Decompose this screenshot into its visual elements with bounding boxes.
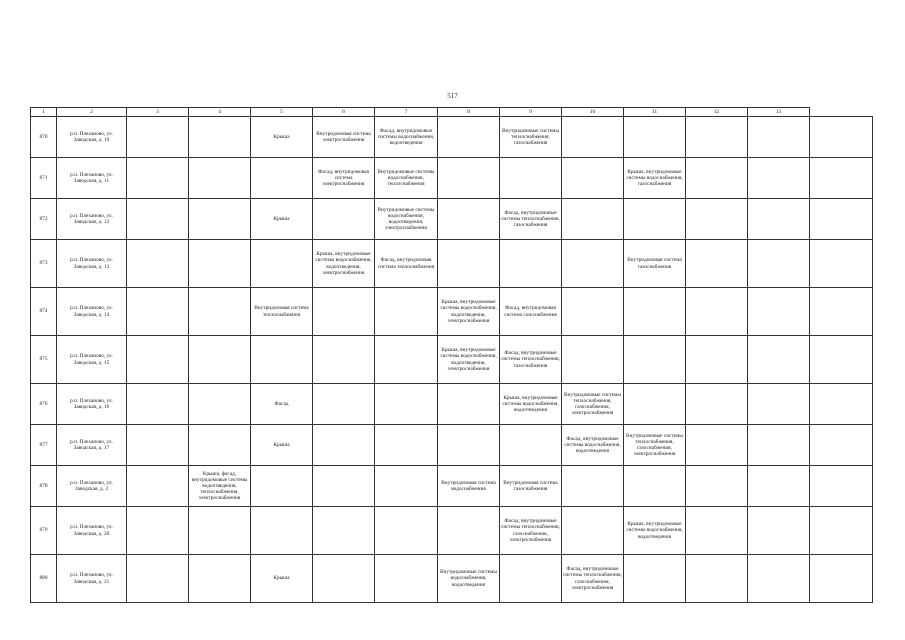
work-cell bbox=[500, 240, 562, 288]
work-cell bbox=[748, 240, 810, 288]
table-row bbox=[31, 117, 873, 158]
work-cell bbox=[375, 336, 438, 384]
work-cell bbox=[189, 288, 251, 336]
work-cell: Крыша, внутридомовые системы водоснабжения, водоотведения, электроснабжения bbox=[438, 336, 500, 384]
work-cell bbox=[686, 240, 748, 288]
work-cell bbox=[251, 466, 313, 507]
work-cell: Фасад, внутридомовая система электроснабжения bbox=[313, 158, 375, 199]
work-cell bbox=[686, 288, 748, 336]
column-header: 12 bbox=[686, 108, 748, 117]
work-cell bbox=[375, 425, 438, 466]
work-cell: Фасад, внутридомовые системы водоснабжения, водоотведения bbox=[562, 425, 624, 466]
work-cell bbox=[810, 117, 873, 158]
row-number: 878 bbox=[31, 466, 57, 507]
work-cell bbox=[810, 466, 873, 507]
work-cell bbox=[375, 555, 438, 603]
work-cell bbox=[127, 425, 189, 466]
work-cell: Внутридомовые системы теплоснабжения, газоснабжения, электроснабжения bbox=[562, 384, 624, 425]
work-cell bbox=[624, 288, 686, 336]
work-cell bbox=[438, 158, 500, 199]
column-header: 4 bbox=[189, 108, 251, 117]
row-number: 877 bbox=[31, 425, 57, 466]
work-cell: Крыша bbox=[251, 555, 313, 603]
work-cell bbox=[562, 466, 624, 507]
page-number: 517 bbox=[447, 92, 458, 100]
work-cell bbox=[748, 425, 810, 466]
table-row bbox=[31, 507, 873, 555]
address-cell: р.п. Плеханово, ул. Заводская, д. 13 bbox=[57, 240, 127, 288]
work-cell: Фасад, внутридомовая система газоснабжения bbox=[500, 288, 562, 336]
work-cell: Внутридомовая система водоснабжения bbox=[438, 466, 500, 507]
work-cell bbox=[189, 384, 251, 425]
table-row bbox=[31, 288, 873, 336]
work-cell bbox=[748, 288, 810, 336]
work-cell bbox=[686, 384, 748, 425]
work-cell: Фасад bbox=[251, 384, 313, 425]
work-cell bbox=[686, 199, 748, 240]
column-header-row bbox=[31, 108, 873, 117]
table-row bbox=[31, 158, 873, 199]
work-cell bbox=[562, 158, 624, 199]
work-cell bbox=[810, 507, 873, 555]
work-cell bbox=[624, 555, 686, 603]
work-cell bbox=[562, 288, 624, 336]
work-cell: Внутридомовая система теплоснабжения bbox=[251, 288, 313, 336]
work-cell bbox=[313, 288, 375, 336]
work-cell bbox=[562, 199, 624, 240]
table-row bbox=[31, 425, 873, 466]
row-number: 873 bbox=[31, 240, 57, 288]
work-cell bbox=[313, 507, 375, 555]
work-cell bbox=[189, 555, 251, 603]
table-row bbox=[31, 466, 873, 507]
column-header: 6 bbox=[313, 108, 375, 117]
row-number: 871 bbox=[31, 158, 57, 199]
column-header: 13 bbox=[748, 108, 810, 117]
work-cell: Крыша, фасад, внутридомовые системы водоотведения, теплоснабжения, электроснабжения bbox=[189, 466, 251, 507]
work-cell bbox=[313, 555, 375, 603]
work-cell: Крыша, внутридомовые системы водоснабжения, водоотведения, электроснабжения bbox=[313, 240, 375, 288]
row-number: 879 bbox=[31, 507, 57, 555]
work-cell bbox=[748, 555, 810, 603]
work-cell bbox=[810, 240, 873, 288]
address-cell: р.п. Плеханово, ул. Заводская, д. 20 bbox=[57, 507, 127, 555]
work-cell bbox=[438, 240, 500, 288]
work-cell bbox=[686, 507, 748, 555]
work-cell: Фасад, внутридомовые системы теплоснабжения, газоснабжения bbox=[500, 199, 562, 240]
column-header: 3 bbox=[127, 108, 189, 117]
work-cell bbox=[251, 507, 313, 555]
work-cell bbox=[748, 117, 810, 158]
row-number: 870 bbox=[31, 117, 57, 158]
work-cell: Крыша bbox=[251, 117, 313, 158]
work-cell bbox=[313, 425, 375, 466]
work-cell: Внутридомовые системы теплоснабжения, газоснабжения, электроснабжения bbox=[624, 425, 686, 466]
work-cell bbox=[748, 507, 810, 555]
address-cell: р.п. Плеханово, ул. Заводская, д. 21 bbox=[57, 555, 127, 603]
work-cell: Крыша bbox=[251, 425, 313, 466]
work-cell: Крыша, внутридомовые системы водоснабжения, водоотведения, электроснабжения bbox=[438, 288, 500, 336]
work-cell bbox=[189, 425, 251, 466]
table-row bbox=[31, 199, 873, 240]
work-cell bbox=[686, 336, 748, 384]
work-cell bbox=[810, 199, 873, 240]
address-cell: р.п. Плеханово, ул. Заводская, д. 17 bbox=[57, 425, 127, 466]
work-cell bbox=[127, 336, 189, 384]
work-cell: Крыша bbox=[251, 199, 313, 240]
work-cell bbox=[748, 384, 810, 425]
column-header: 8 bbox=[438, 108, 500, 117]
work-cell bbox=[748, 158, 810, 199]
work-cell bbox=[810, 336, 873, 384]
work-cell bbox=[375, 466, 438, 507]
table-body bbox=[31, 108, 873, 603]
work-cell: Фасад, внутридомовые системы теплоснабжения, газоснабжения, электроснабжения bbox=[562, 555, 624, 603]
work-cell: Крыша, внутридомовые системы водоснабжения, водоотведения bbox=[624, 507, 686, 555]
work-cell bbox=[810, 425, 873, 466]
work-cell bbox=[313, 199, 375, 240]
work-cell bbox=[189, 507, 251, 555]
address-cell: р.п. Плеханово, ул. Заводская, д. 2 bbox=[57, 466, 127, 507]
work-cell bbox=[500, 158, 562, 199]
work-cell bbox=[810, 384, 873, 425]
work-cell bbox=[624, 336, 686, 384]
work-cell bbox=[686, 158, 748, 199]
work-cell bbox=[127, 507, 189, 555]
column-header: 5 bbox=[251, 108, 313, 117]
table-row bbox=[31, 555, 873, 603]
row-number: 880 bbox=[31, 555, 57, 603]
work-cell: Фасад, внутридомовые системы водоснабжения, водоотведения bbox=[375, 117, 438, 158]
work-cell bbox=[251, 336, 313, 384]
work-cell bbox=[127, 555, 189, 603]
table-row bbox=[31, 336, 873, 384]
work-cell bbox=[189, 240, 251, 288]
work-cell bbox=[313, 384, 375, 425]
work-cell bbox=[313, 466, 375, 507]
work-cell bbox=[810, 158, 873, 199]
row-number: 875 bbox=[31, 336, 57, 384]
work-cell bbox=[438, 425, 500, 466]
work-cell bbox=[562, 336, 624, 384]
work-cell bbox=[810, 288, 873, 336]
work-cell bbox=[748, 336, 810, 384]
work-cell bbox=[810, 555, 873, 603]
row-number: 874 bbox=[31, 288, 57, 336]
repair-schedule-table bbox=[30, 107, 873, 603]
work-cell bbox=[189, 117, 251, 158]
column-header: 10 bbox=[562, 108, 624, 117]
work-cell bbox=[438, 117, 500, 158]
work-cell bbox=[500, 425, 562, 466]
work-cell bbox=[127, 117, 189, 158]
work-cell bbox=[375, 384, 438, 425]
work-cell bbox=[127, 158, 189, 199]
column-header: 1 bbox=[31, 108, 57, 117]
work-cell bbox=[624, 384, 686, 425]
work-cell: Внутридомовые системы водоснабжения, теплоснабжения bbox=[375, 158, 438, 199]
address-cell: р.п. Плеханово, ул. Заводская, д. 10 bbox=[57, 117, 127, 158]
table-row bbox=[31, 384, 873, 425]
work-cell bbox=[686, 117, 748, 158]
address-cell: р.п. Плеханово, ул. Заводская, д. 15 bbox=[57, 336, 127, 384]
column-header: 11 bbox=[624, 108, 686, 117]
column-header: 9 bbox=[500, 108, 562, 117]
column-header: 7 bbox=[375, 108, 438, 117]
address-cell: р.п. Плеханово, ул. Заводская, д. 12 bbox=[57, 199, 127, 240]
work-cell: Внутридомовая система газоснабжения bbox=[500, 466, 562, 507]
work-cell bbox=[624, 117, 686, 158]
address-cell: р.п. Плеханово, ул. Заводская, д. 11 bbox=[57, 158, 127, 199]
work-cell: Внутридомовые системы водоснабжения, водоотведения, электроснабжения bbox=[375, 199, 438, 240]
work-cell bbox=[375, 288, 438, 336]
work-cell bbox=[127, 240, 189, 288]
work-cell: Фасад, внутридомовые системы теплоснабжения, газоснабжения, электроснабжения bbox=[500, 507, 562, 555]
work-cell: Внутридомовая система электроснабжения bbox=[313, 117, 375, 158]
work-cell bbox=[313, 336, 375, 384]
work-cell: Внутридомовая система газоснабжения bbox=[624, 240, 686, 288]
work-cell bbox=[251, 240, 313, 288]
row-number: 872 bbox=[31, 199, 57, 240]
address-cell: р.п. Плеханово, ул. Заводская, д. 14 bbox=[57, 288, 127, 336]
work-cell bbox=[562, 117, 624, 158]
work-cell bbox=[127, 466, 189, 507]
work-cell bbox=[500, 555, 562, 603]
work-cell bbox=[562, 507, 624, 555]
work-cell bbox=[686, 555, 748, 603]
work-cell bbox=[251, 158, 313, 199]
work-cell bbox=[686, 425, 748, 466]
work-cell bbox=[127, 199, 189, 240]
work-cell bbox=[127, 288, 189, 336]
work-cell bbox=[189, 199, 251, 240]
work-cell bbox=[438, 384, 500, 425]
table-row bbox=[31, 240, 873, 288]
work-cell bbox=[189, 158, 251, 199]
address-cell: р.п. Плеханово, ул. Заводская, д. 16 bbox=[57, 384, 127, 425]
work-cell bbox=[438, 507, 500, 555]
work-cell: Крыша, внутридомовые системы водоснабжения, газоснабжения bbox=[624, 158, 686, 199]
work-cell: Крыша, внутридомовые системы водоснабжения, водоотведения bbox=[500, 384, 562, 425]
work-cell: Фасад, внутридомовая система теплоснабжения bbox=[375, 240, 438, 288]
work-cell bbox=[438, 199, 500, 240]
work-cell bbox=[686, 466, 748, 507]
work-cell bbox=[375, 507, 438, 555]
work-cell bbox=[748, 199, 810, 240]
work-cell bbox=[562, 240, 624, 288]
work-cell bbox=[624, 466, 686, 507]
work-cell: Внутридомовые системы теплоснабжения, газоснабжения bbox=[500, 117, 562, 158]
work-cell: Фасад, внутридомовые системы теплоснабжения, газоснабжения bbox=[500, 336, 562, 384]
work-cell bbox=[624, 199, 686, 240]
row-number: 876 bbox=[31, 384, 57, 425]
work-cell bbox=[189, 336, 251, 384]
work-cell bbox=[127, 384, 189, 425]
column-header: 2 bbox=[57, 108, 127, 117]
work-cell: Внутридомовые системы водоснабжения, водоотведения bbox=[438, 555, 500, 603]
work-cell bbox=[748, 466, 810, 507]
